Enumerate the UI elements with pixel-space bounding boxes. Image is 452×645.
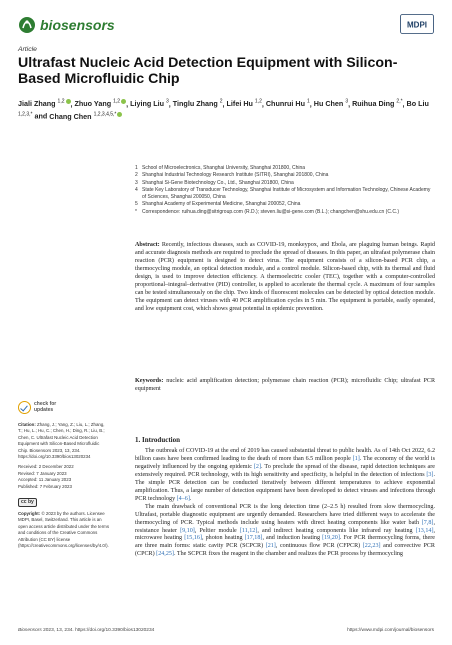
affiliation-number: * bbox=[135, 208, 137, 215]
published-date: Published: 7 February 2023 bbox=[18, 483, 72, 489]
author-affiliation-mark: 1,2,3,* bbox=[18, 111, 33, 118]
reference-link[interactable]: [2] bbox=[253, 463, 262, 470]
revised-date: Revised: 7 January 2023 bbox=[18, 470, 67, 476]
citation-block bbox=[18, 422, 110, 460]
affiliation-number: 1 bbox=[135, 165, 138, 171]
author-affiliation-mark: 1,2 bbox=[254, 99, 262, 105]
orcid-icon[interactable] bbox=[117, 112, 122, 117]
paragraph-text: . The economy of the world is negatively influenced by the ongoing epidemic bbox=[135, 455, 435, 470]
abstract-label: Abstract: bbox=[135, 242, 160, 248]
paragraph-text: The outbreak of COVID-19 at the end of 2019 has caused substantial threat to public health. As of 14th Oct 2022, 6.2 billion cases have been confirmed leading to the death of more than 6.5 million people bbox=[135, 448, 435, 462]
accepted-date: Accepted: 11 January 2023 bbox=[18, 477, 72, 483]
author-affiliation-mark: 2,* bbox=[396, 99, 403, 105]
reference-link[interactable]: [3] bbox=[426, 471, 434, 478]
reference-link[interactable]: [15,16] bbox=[184, 535, 202, 542]
footer-journal-link[interactable]: https://www.mdpi.com/journal/biosensors bbox=[347, 628, 434, 633]
affiliation-text: State Key Laboratory of Transducer Technology, Shanghai Institute of Microsystem and Information Technology, Chinese Academy of Sciences, Shanghai 200050, China bbox=[142, 186, 431, 201]
author-affiliation-mark: 1 bbox=[306, 99, 310, 105]
author-affiliation-mark: 3 bbox=[166, 99, 169, 105]
publisher-name: MDPI bbox=[407, 20, 427, 30]
reference-link[interactable]: [9,10] bbox=[180, 527, 195, 534]
affiliation-number: 5 bbox=[135, 201, 138, 208]
reference-link[interactable]: [21] bbox=[265, 543, 276, 550]
reference-link[interactable]: [7,8] bbox=[421, 519, 434, 526]
author-name[interactable]: Ruihua Ding $^{2,*}$ bbox=[352, 99, 403, 109]
mdpi-logo-icon bbox=[400, 14, 434, 34]
check-updates-label: check for updates bbox=[34, 401, 57, 413]
paragraph-1 bbox=[135, 448, 435, 504]
abstract-text: Recently, infectious diseases, such as COVID-19, monkeypox, and Ebola, are plaguing human beings. Rapid and accurate diagnosis methods are required to preclude the spread of diseases. In this paper, an ultrafast polymerase chain reaction (PCR) equipment is designed to detect virus. The equipment consists of a silicon-based PCR chip, a thermocycling module, an optical detection module, and a control module. Silicon-based chip, with its thermal and fluid design, is used to improve detection efficiency. A thermoelectric cooler (TEC), together with a computer-controlled proportional–integral–derivative (PID) controller, is applied to accelerate the thermal cycle. A maximum of four samples can be tested simultaneously on the chip. Two kinds of fluorescent molecules can be detected by optical detection module. The equipment can detect viruses with 40 PCR amplification cycles in 5 min. The equipment is portable, easily operated, and low equipment cost, which shows great potential in epidemic prevention. bbox=[135, 242, 435, 312]
paragraph-text: The main drawback of conventional PCR is the long detection time (2–2.5 h) resulted from slow thermocycling. Ultrafast, portable diagnostic equipment are urgently demanded. Researchers have tried different ways to accelerate the thermocycling of PCR. Typical methods include using heaters with direct heating components like water bath bbox=[135, 503, 435, 526]
author-name[interactable]: Lifei Hu $^{1,2}$ bbox=[226, 99, 262, 109]
article-title: Ultrafast Nucleic Acid Detection Equipment with Silicon-Based Microfluidic Chip bbox=[18, 55, 398, 87]
reference-link[interactable]: [22,23] bbox=[362, 543, 381, 550]
affiliation-item bbox=[135, 165, 435, 172]
orcid-icon[interactable] bbox=[66, 99, 71, 104]
journal-name: biosensors bbox=[40, 17, 115, 33]
footer-doi[interactable]: 2023, 13, 234. https://doi.org/10.3390/bios13020234 bbox=[43, 628, 155, 633]
author-affiliation-mark: 1,2 bbox=[113, 99, 121, 105]
paragraph-text: . The SCPCR fixes the reagent in the chamber and realizes the PCR process by thermocycling bbox=[173, 551, 403, 558]
citation-label: Citation: bbox=[18, 422, 36, 427]
affiliation-text: Shanghai Industrial Technology Research Institute (SITRI), Shanghai 201800, China bbox=[142, 172, 329, 179]
keywords-label: Keywords: bbox=[135, 378, 164, 384]
paragraph-text: , resistance heater bbox=[135, 519, 435, 534]
affiliation-number: 2 bbox=[135, 172, 138, 179]
keywords bbox=[135, 378, 435, 394]
paragraph-text: , microwave heating bbox=[135, 527, 436, 542]
keywords-text: nucleic acid amplification detection; polymerase chain reaction (PCR); microfluidic Chip; ultrafast PCR equipment bbox=[135, 378, 436, 392]
section-body bbox=[135, 448, 435, 559]
check-icon bbox=[18, 401, 31, 414]
affiliation-item bbox=[135, 180, 435, 187]
cc-license-badge[interactable]: cc by bbox=[18, 498, 37, 507]
author-affiliation-mark: 3 bbox=[345, 99, 349, 105]
reference-link[interactable]: [24,25] bbox=[156, 551, 174, 558]
author-name[interactable]: Zhuo Yang $^{1,2}$ bbox=[75, 99, 127, 108]
biosensors-logo-icon bbox=[18, 16, 36, 34]
paragraph-text: . For PCR thermocycling forms, there are three main forms: static cavity PCR (SCPCR) bbox=[135, 535, 435, 550]
citation-text: Zhang, J.; Yang, Z.; Liu, L.; Zhang, T.; Hu, L.; Hu, C.; Chen, H.; Ding, R.; Liu, B.; Chen, C. Ultrafast Nucleic Acid Detection Equipment with Silicon-Based Microfluidic Chip. Biosensors 2023, 13, 234. https://doi.org/10.3390/bios13020234 bbox=[18, 422, 105, 460]
copyright-text: © 2023 by the authors. Licensee MDPI, Basel, Switzerland. This article is an open access article distributed under the terms and conditions of the Creative Commons Attribution (CC BY) license (https://creativecommons.org/licenses/by/4.0/). bbox=[18, 511, 110, 549]
affiliations bbox=[135, 165, 435, 216]
article-type: Article bbox=[18, 46, 37, 53]
author-name[interactable]: Chunrui Hu $^1$ bbox=[265, 99, 310, 109]
page-header bbox=[18, 14, 434, 36]
paragraph-text: . bbox=[189, 495, 192, 502]
author-list: Jiali Zhang $^{1,2}$ , Zhuo Yang $^{1,2}$ , Liying Liu $^3$, Tinglu Zhang $^2$, Lifei Hu $^{1,2}$, Chunrui Hu $^1$, Hu Chen $^3$, Ruihua Ding $^{2,*}$, Bo Liu $^{1,2,3,*}$ and Chang Chen $^{1,2,3,4,5,*}$ bbox=[18, 99, 429, 121]
affiliation-item bbox=[135, 201, 435, 208]
reference-link[interactable]: [17,18] bbox=[244, 535, 263, 542]
paragraph-2 bbox=[135, 504, 435, 560]
affiliation-item bbox=[135, 187, 435, 202]
paragraph-text: , continuous flow PCR (CFPCR) bbox=[275, 543, 363, 550]
author-affiliation-mark: 2 bbox=[219, 99, 223, 105]
affiliation-text: School of Microelectronics, Shanghai University, Shanghai 201800, China bbox=[142, 165, 306, 171]
copyright-block bbox=[18, 511, 110, 549]
footer-journal: Biosensors bbox=[18, 628, 42, 633]
author-name[interactable]: Liying Liu $^3$ bbox=[130, 99, 169, 109]
author-name[interactable]: Jiali Zhang $^{1,2}$ bbox=[18, 99, 71, 108]
reference-link[interactable]: [4–6] bbox=[176, 495, 190, 502]
section-heading: 1. Introduction bbox=[135, 436, 180, 444]
reference-link[interactable]: [11,12] bbox=[239, 527, 258, 534]
reference-link[interactable]: [13,14] bbox=[415, 527, 434, 534]
affiliation-text: Shanghai Academy of Experimental Medicine, Shanghai 200052, China bbox=[142, 201, 301, 208]
paragraph-text: , and induction heating bbox=[262, 535, 323, 542]
sidebar bbox=[18, 400, 110, 554]
affiliation-item bbox=[135, 209, 435, 216]
paragraph-text: , photon heating bbox=[201, 535, 245, 542]
copyright-label: Copyright: bbox=[18, 511, 41, 517]
affiliation-number: 4 bbox=[135, 186, 138, 193]
footer-citation bbox=[18, 628, 154, 633]
affiliation-text: Shanghai Si-Gene Biotechnology Co., Ltd., Shanghai 201800, China bbox=[142, 179, 294, 186]
paragraph-text: . The simple PCR detection can be conducted iteratively between different temperatures to achieve exponential amplification. Thus, a large number of detection equipment have been developed to detect viruses and infections through PCR technology bbox=[135, 471, 435, 502]
paragraph-text: and convective PCR (CPCR) bbox=[135, 543, 435, 558]
dates-block bbox=[18, 464, 110, 490]
author-name[interactable]: Bo Liu $^{1,2,3,*}$ bbox=[18, 99, 429, 118]
orcid-icon[interactable] bbox=[121, 99, 126, 104]
author-affiliation-mark: 1,2,3,4,5,* bbox=[93, 111, 117, 118]
paragraph-text: . To preclude the spread of the disease, rapid detection techniques are extensively required. PCR technology, with its high sensitivity and specificity, is helpful in the detection of infections bbox=[135, 463, 435, 478]
reference-link[interactable]: [19,20] bbox=[322, 535, 340, 542]
paragraph-text: , and indirect heating components like infrared ray heating bbox=[257, 527, 416, 534]
affiliation-item bbox=[135, 172, 435, 179]
paragraph-text: , Peltier module bbox=[194, 527, 240, 534]
affiliation-text: Correspondence: ruihua.ding@sitrigroup.com (R.D.); steven.liu@si-gene.com (B.L.); changchen@shu.edu.cn (C.C.) bbox=[142, 208, 400, 215]
author-name[interactable]: Hu Chen $^3$ bbox=[313, 99, 349, 109]
reference-link[interactable]: [1] bbox=[352, 455, 360, 462]
received-date: Received: 2 December 2022 bbox=[18, 464, 74, 470]
author-affiliation-mark: 1,2 bbox=[57, 99, 65, 105]
affiliation-number: 3 bbox=[135, 179, 138, 186]
author-name[interactable]: Chang Chen $^{1,2,3,4,5,*}$ bbox=[49, 112, 122, 121]
author-name[interactable]: Tinglu Zhang $^2$ bbox=[172, 99, 223, 109]
check-for-updates-button[interactable] bbox=[18, 400, 58, 416]
abstract bbox=[135, 242, 435, 314]
